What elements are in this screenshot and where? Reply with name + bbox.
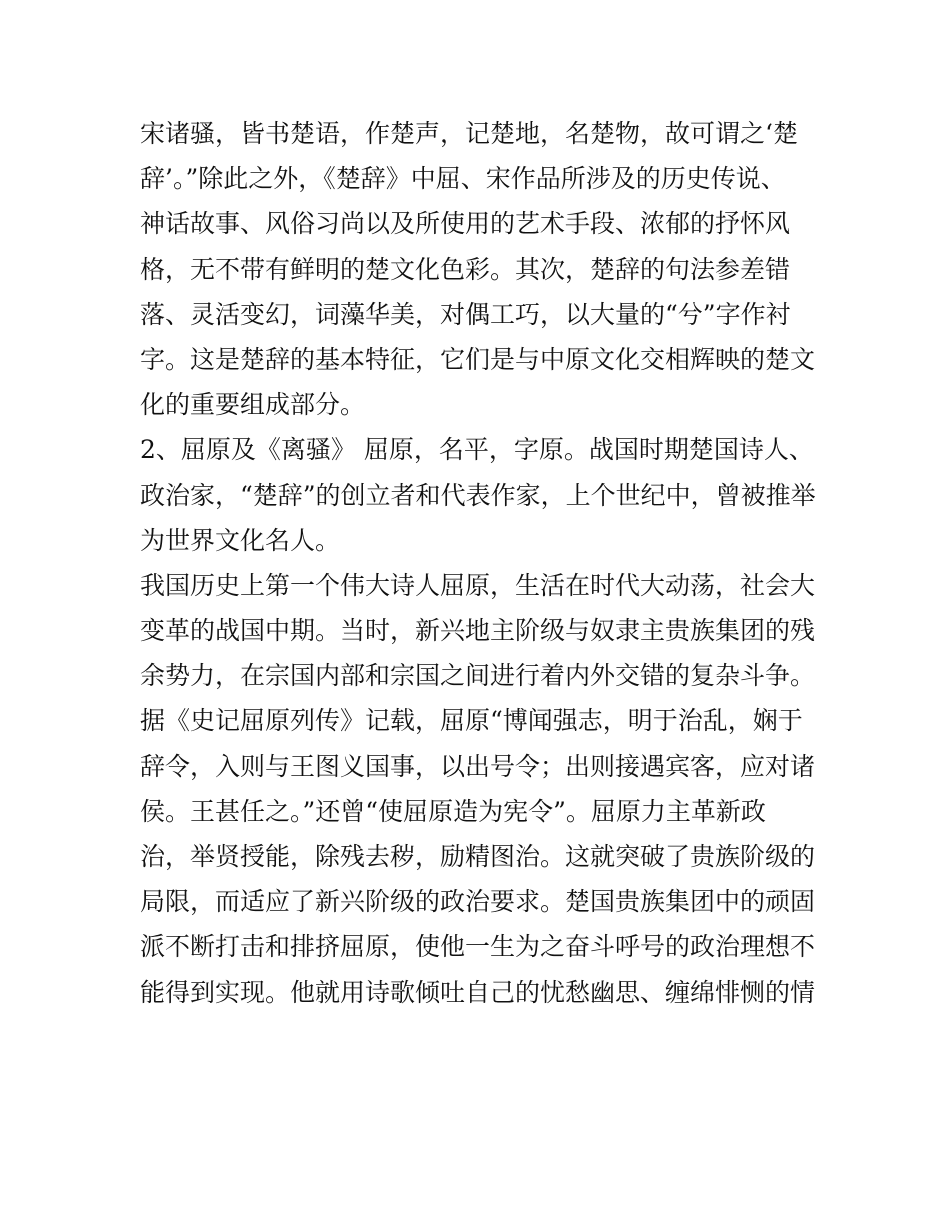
text-line: 政治家，“楚辞”的创立者和代表作家，上个世纪中，曾被推举 <box>140 480 816 510</box>
body-text <box>140 111 820 1015</box>
text-line: 格，无不带有鲜明的楚文化色彩。其次，楚辞的句法参差错 <box>140 254 791 284</box>
text-line: 落、灵活变幻，词藻华美，对偶工巧，以大量的“兮”字作衬 <box>140 299 791 329</box>
text-line: 辞’。”除此之外，《楚辞》中屈、宋作品所涉及的历史传说、 <box>140 164 786 194</box>
text-line: 我国历史上第一个伟大诗人屈原，生活在时代大动荡，社会大 <box>140 570 816 600</box>
text-line: 侯。王甚任之。”还曾“使屈原造为宪令”。屈原力主革新政 <box>140 796 766 826</box>
text-line: 派不断打击和排挤屈原，使他一生为之奋斗呼号的政治理想不 <box>140 932 816 962</box>
text-line: 宋诸骚，皆书楚语，作楚声，记楚地，名楚物，故可谓之‘楚 <box>140 119 798 148</box>
text-line: 为世界文化名人。 <box>140 525 341 555</box>
text-line: 辞令，入则与王图义国事，以出号令；出则接遇宾客，应对诸 <box>140 751 816 781</box>
text-line: 据《史记屈原列传》记载，屈原“博闻强志，明于治乱，娴于 <box>140 706 803 736</box>
text-line: 化的重要组成部分。 <box>140 390 366 420</box>
text-line: 能得到实现。他就用诗歌倾吐自己的忧愁幽思、缠绵悱恻的情 <box>140 977 816 1007</box>
text-line: 治，举贤授能，除残去秽，励精图治。这就突破了贵族阶级的 <box>140 842 816 871</box>
text-line: 局限，而适应了新兴阶级的政治要求。楚国贵族集团中的顽固 <box>140 887 816 917</box>
text-line: 神话故事、风俗习尚以及所使用的艺术手段、浓郁的抒怀风 <box>140 209 791 239</box>
section-heading-line: 2、屈原及《离骚》 屈原，名平，字原。战国时期楚国诗人、 <box>140 435 814 465</box>
text-line: 变革的战国中期。当时，新兴地主阶级与奴隶主贵族集团的残 <box>140 616 816 646</box>
text-line: 余势力，在宗国内部和宗国之间进行着内外交错的复杂斗争。 <box>140 661 816 691</box>
text-line: 字。这是楚辞的基本特征，它们是与中原文化交相辉映的楚文 <box>140 344 816 374</box>
